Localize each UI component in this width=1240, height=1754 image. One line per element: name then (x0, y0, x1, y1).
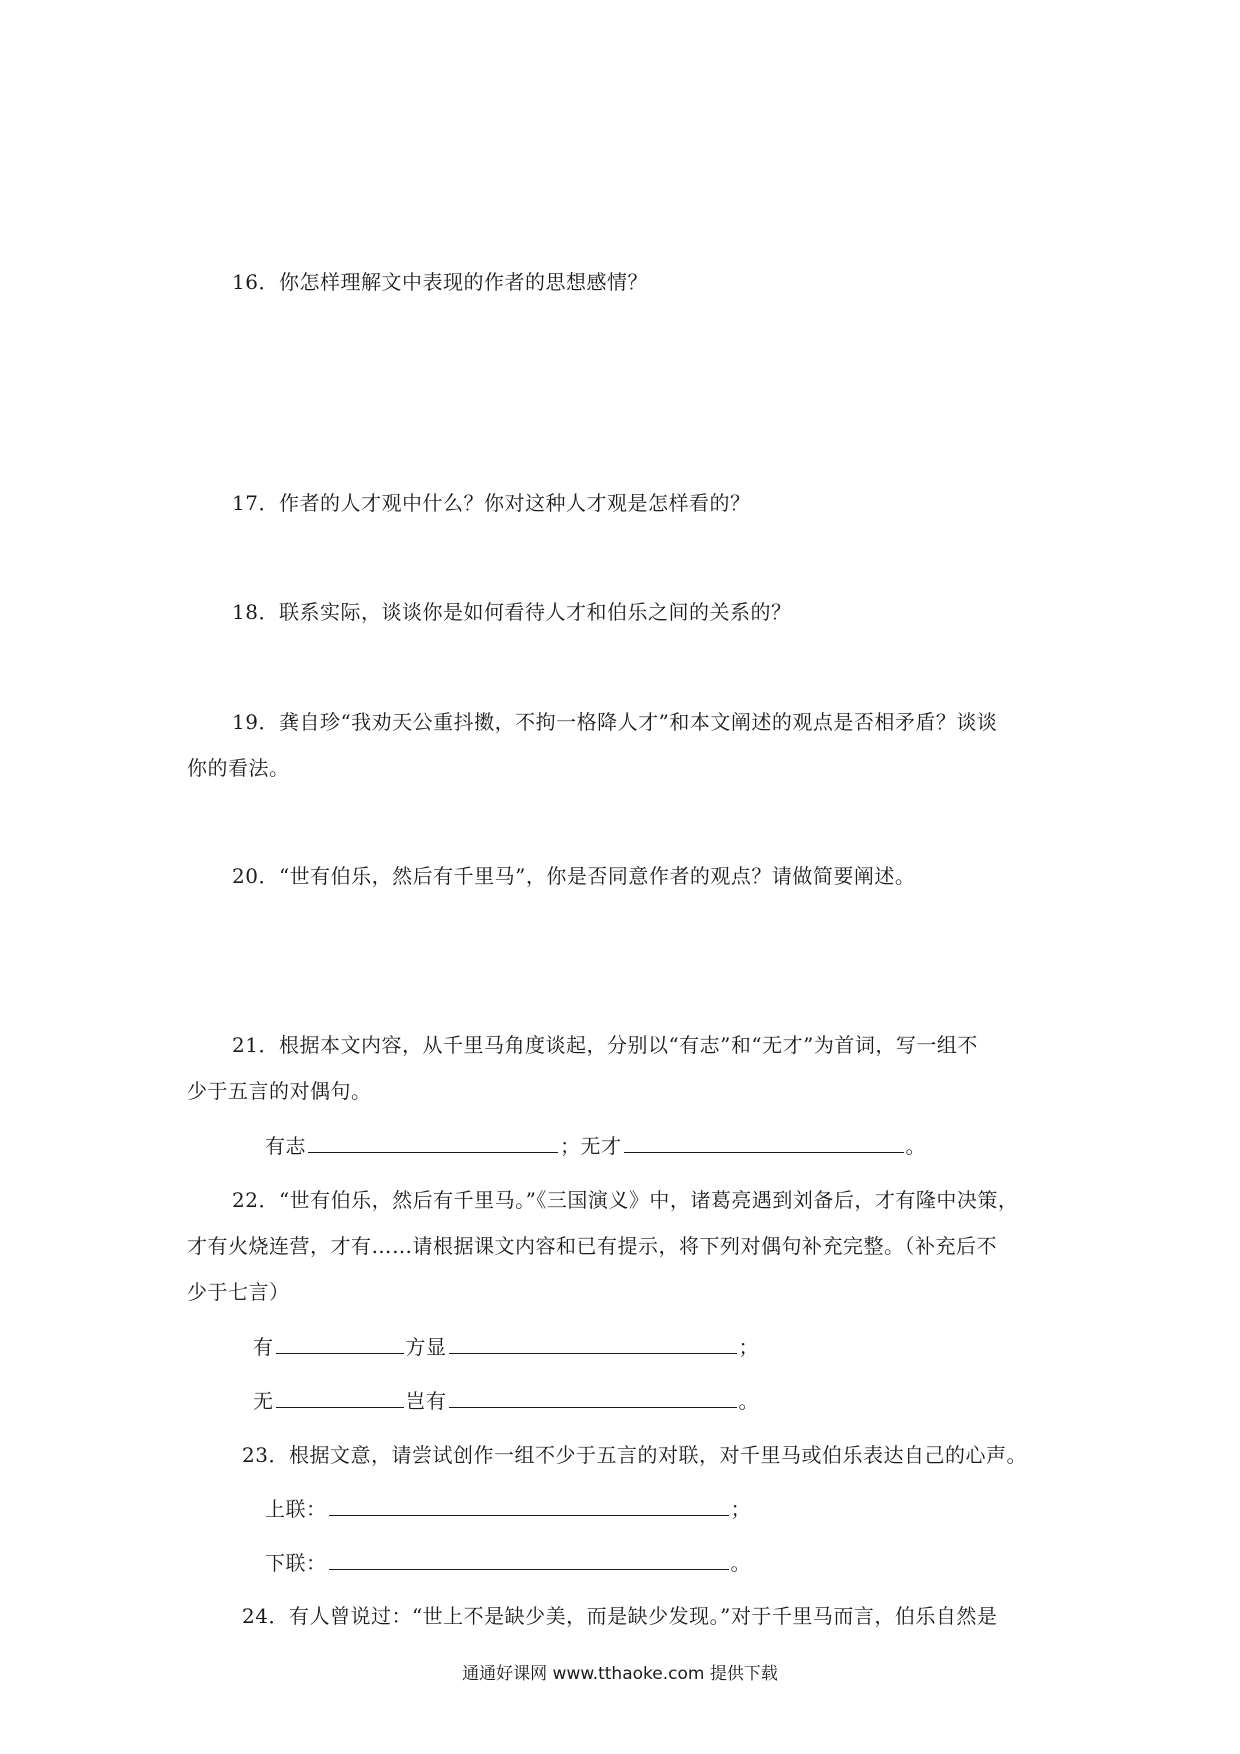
question-16: 16．你怎样理解文中表现的作者的思想感情？ (232, 270, 648, 294)
question-19-line-1: 19．龚自珍“我劝天公重抖擞，不拘一格降人才”和本文阐述的观点是否相矛盾？谈谈 (232, 710, 998, 734)
page-footer: 通通好课网 www.tthaoke.com 提供下载 (462, 1664, 778, 1684)
question-23: 23．根据文意，请尝试创作一组不少于五言的对联，对千里马或伯乐表达自己的心声。 (242, 1443, 1027, 1467)
answer-prefix: 无才 (580, 1134, 622, 1158)
question-24: 24．有人曾说过：“世上不是缺少美，而是缺少发现。”对于千里马而言，伯乐自然是 (242, 1604, 998, 1628)
question-22-answer-line-1 (253, 1331, 759, 1362)
answer-end: 。 (730, 1551, 751, 1575)
answer-blank[interactable] (329, 1493, 729, 1516)
question-22-line-2: 才有火烧连营，才有……请根据课文内容和已有提示，将下列对偶句补充完整。（补充后不 (187, 1234, 997, 1258)
answer-end: 。 (905, 1134, 926, 1158)
answer-prefix: 下联： (265, 1551, 327, 1575)
answer-prefix: 无 (253, 1389, 274, 1413)
question-23-upper-couplet (265, 1493, 751, 1524)
question-23-lower-couplet (265, 1547, 751, 1578)
answer-blank[interactable] (624, 1130, 904, 1153)
question-21-answer-line (265, 1130, 926, 1161)
question-22-answer-line-2 (253, 1385, 759, 1416)
answer-blank[interactable] (308, 1130, 558, 1153)
answer-blank[interactable] (449, 1385, 737, 1408)
answer-prefix: 上联： (265, 1497, 327, 1521)
question-19-line-2: 你的看法。 (187, 756, 290, 780)
answer-separator: ； (560, 1134, 581, 1158)
answer-blank[interactable] (329, 1547, 729, 1570)
answer-blank[interactable] (449, 1331, 737, 1354)
question-20: 20．“世有伯乐，然后有千里马”，你是否同意作者的观点？请做简要阐述。 (232, 864, 916, 888)
answer-end: 。 (738, 1389, 759, 1413)
answer-prefix: 有志 (265, 1134, 306, 1158)
answer-blank[interactable] (276, 1331, 404, 1354)
question-17: 17．作者的人才观中什么？你对这种人才观是怎样看的？ (232, 491, 751, 515)
question-21-line-1: 21．根据本文内容，从千里马角度谈起，分别以“有志”和“无才”为首词，写一组不 (232, 1033, 978, 1057)
answer-mid: 方显 (405, 1335, 447, 1359)
answer-end: ； (738, 1335, 759, 1359)
answer-mid: 岂有 (405, 1389, 447, 1413)
question-22-line-3: 少于七言） (187, 1280, 290, 1304)
answer-prefix: 有 (253, 1335, 274, 1359)
question-21-line-2: 少于五言的对偶句。 (187, 1079, 372, 1103)
answer-blank[interactable] (276, 1385, 404, 1408)
answer-end: ； (730, 1497, 751, 1521)
question-22-line-1: 22．“世有伯乐，然后有千里马。”《三国演义》中，诸葛亮遇到刘备后，才有隆中决策， (232, 1188, 1019, 1212)
question-18: 18．联系实际，谈谈你是如何看待人才和伯乐之间的关系的？ (232, 600, 792, 624)
